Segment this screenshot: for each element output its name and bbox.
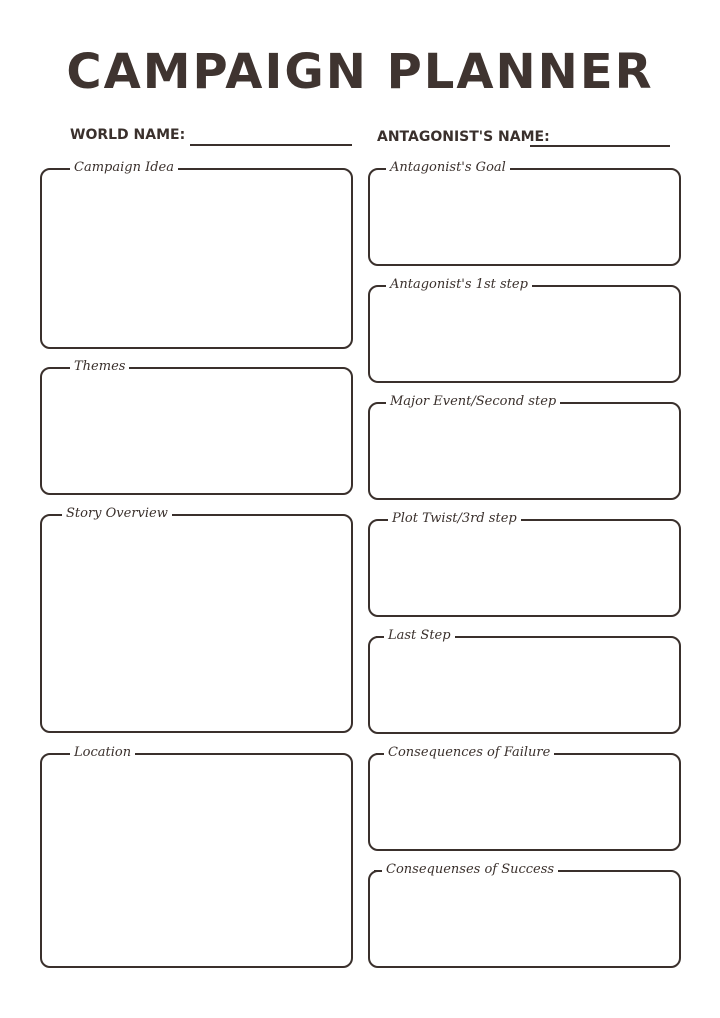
consequences-failure-box[interactable] (368, 745, 681, 851)
story-overview-label: Story Overview (62, 505, 172, 523)
themes-box[interactable] (40, 359, 353, 495)
antagonist-first-step-box[interactable] (368, 277, 681, 383)
consequences-failure-label: Consequences of Failure (384, 744, 554, 762)
story-overview-box[interactable] (40, 506, 353, 733)
antagonist-name-field[interactable] (530, 145, 670, 147)
major-event-box[interactable] (368, 394, 681, 500)
world-name-field[interactable] (190, 144, 352, 146)
themes-label: Themes (70, 358, 129, 376)
consequences-success-label: Consequenses of Success (382, 861, 558, 879)
campaign-idea-label: Campaign Idea (70, 159, 178, 177)
location-label: Location (70, 744, 135, 762)
world-name-label: WORLD NAME: (70, 127, 186, 143)
consequences-success-box[interactable] (368, 862, 681, 968)
location-box[interactable] (40, 745, 353, 968)
plot-twist-label: Plot Twist/3rd step (388, 510, 521, 528)
antagonist-goal-box[interactable] (368, 160, 681, 266)
major-event-label: Major Event/Second step (386, 393, 560, 411)
page-title: CAMPAIGN PLANNER (66, 44, 654, 100)
antagonist-goal-label: Antagonist's Goal (386, 159, 510, 177)
last-step-label: Last Step (384, 627, 455, 645)
last-step-box[interactable] (368, 628, 681, 734)
antagonist-first-step-label: Antagonist's 1st step (386, 276, 532, 294)
antagonist-name-label: ANTAGONIST'S NAME: (377, 129, 550, 145)
plot-twist-box[interactable] (368, 511, 681, 617)
campaign-idea-box[interactable] (40, 160, 353, 349)
